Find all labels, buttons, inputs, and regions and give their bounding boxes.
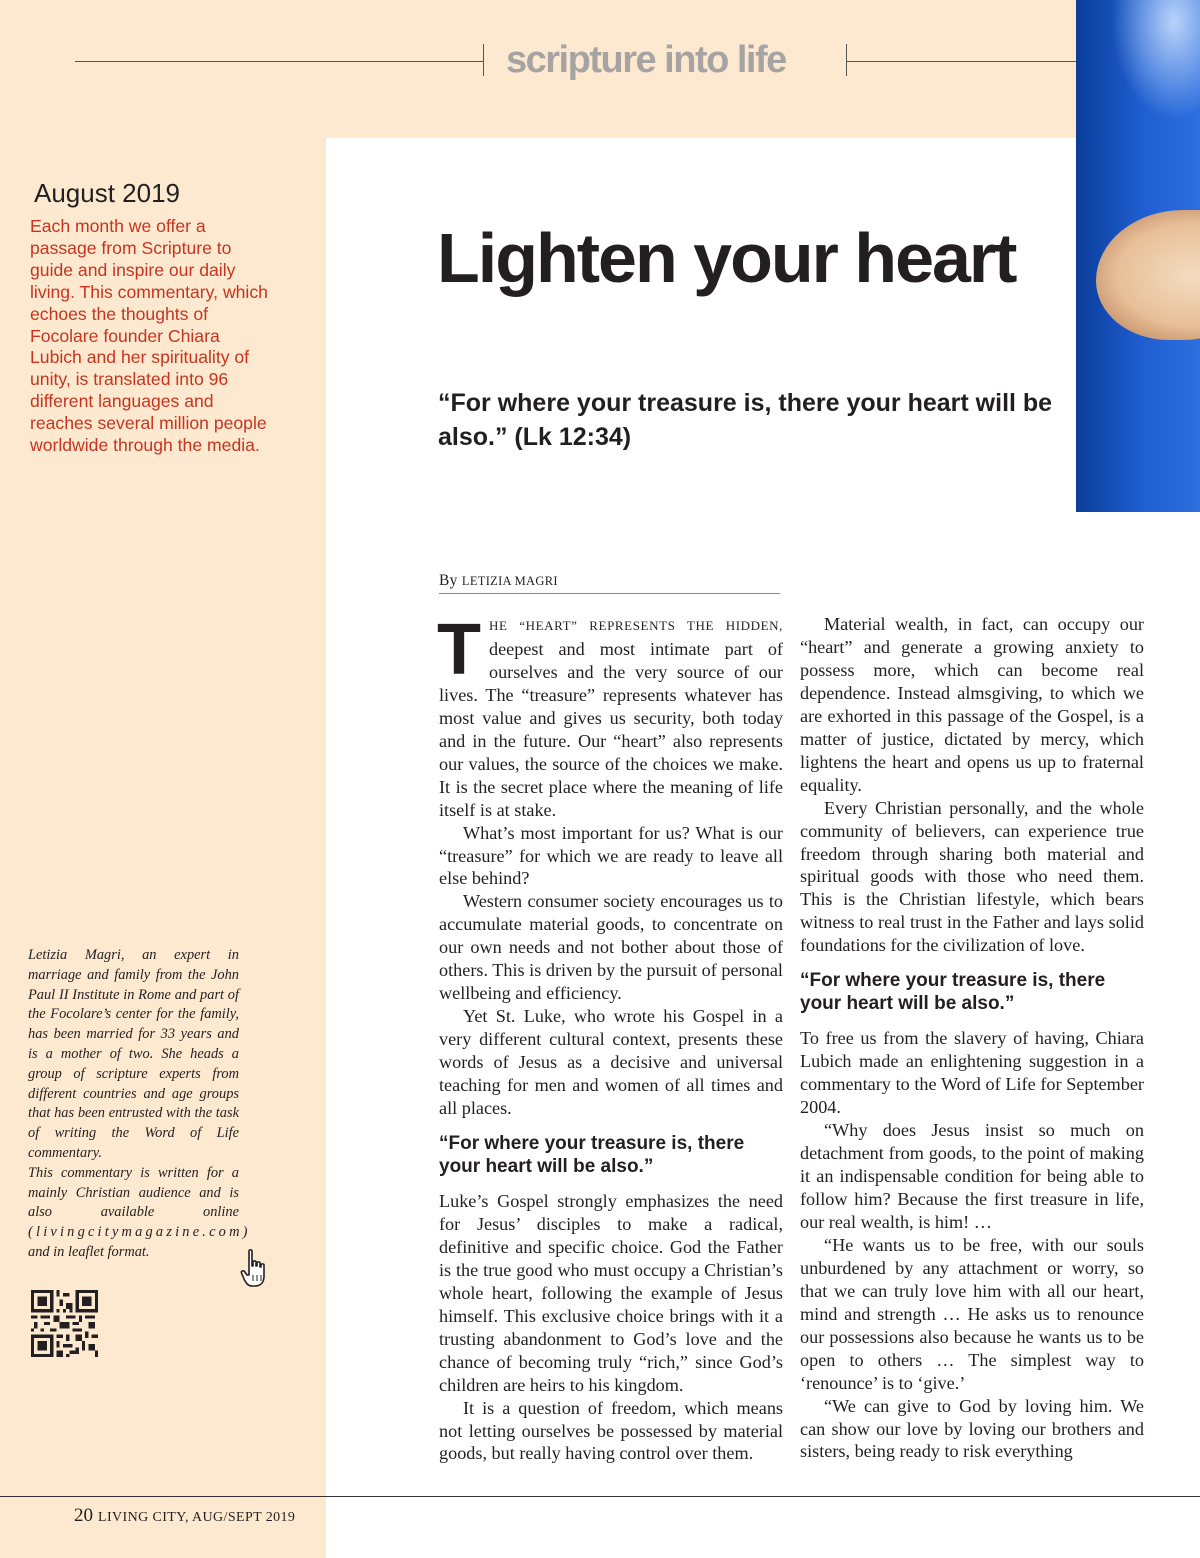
paragraph: “He wants us to be free, with our souls unburdened by any attachment or worry, so that we can truly love him with all our heart, mind and strength … He asks us to renounce our possessions also because he wants us to be open to others … The simplest way to ‘renounce’ is to ‘give.’	[800, 1234, 1144, 1393]
paragraph: Yet St. Luke, who wrote his Gospel in a very different cultural context, presents these words of Jesus as a decisive and universal teaching for men and women of all times and all places.	[439, 1006, 783, 1119]
hand-pointer-icon	[240, 1248, 272, 1290]
page-footer	[74, 1504, 295, 1530]
section-title: scripture into life	[506, 39, 786, 81]
body-column-1	[437, 610, 783, 1465]
header-rule-left	[75, 61, 483, 62]
paragraph: What’s most important for us? What is our “treasure” for which we are ready to leave all else behind?	[439, 822, 783, 889]
paragraph: Western consumer society encourages us to accumulate material goods, to concentrate on our own needs and not bother about those of others. This is driven by the pursuit of personal wellbeing and efficiency.	[439, 891, 783, 1004]
publication-name: LIVING CITY, AUG/SEPT 2019	[98, 1510, 296, 1525]
hands-photo	[1076, 0, 1200, 512]
body-column-2	[800, 613, 1144, 1463]
paragraph: Material wealth, in fact, can occupy our “heart” and generate a growing anxiety to possess more, which can become real dependence. Instead almsgiving, to which we are exhorted in this passage of the Gospel, is a matter of justice, dictated by mercy, which lightens the heart and opens us up to fraternal equality.	[800, 614, 1144, 795]
header-divider-left	[483, 44, 484, 76]
availability-note	[28, 1164, 251, 1263]
author-name: LETIZIA MAGRI	[461, 574, 558, 588]
lead-in: HE “HEART” REPRESENTS THE HIDDEN,	[488, 618, 783, 633]
leaflet-note: and in leaflet format.	[28, 1243, 150, 1260]
drop-cap: T	[437, 610, 481, 690]
series-intro: Each month we offer a passage from Scripture to guide and inspire our daily living. This commentary, which echoes the thoughts of Focolare founder Chiara Lubich and her spirituality of unity, is translated into 96 different languages and reaches several million people worldwide through the media.	[30, 216, 268, 456]
byline-rule	[439, 593, 780, 594]
subheading: “For where your treasure is, there your heart will be also.”	[800, 970, 1106, 1015]
paragraph: “Why does Jesus insist so much on detachment from goods, to the point of making it an indispensable condition for being able to follow him? Because the first treasure in life, our real wealth, is him! …	[800, 1120, 1144, 1232]
subheading: “For where your treasure is, there your heart will be also.”	[439, 1132, 745, 1177]
paragraph: Luke’s Gospel strongly emphasizes the need for Jesus’ disciples to make a radical, definitive and specific choice. God the Father is the true good who must occupy a Christian’s whole heart, following the example of Jesus himself. This exclusive choice brings with it a trusting abandonment to God’s love and the chance of becoming truly “rich,” since God’s children are heirs to his kingdom.	[439, 1190, 783, 1395]
photo-light	[1111, 0, 1200, 120]
article-title: Lighten your heart	[437, 219, 1016, 297]
availability-note-text: This commentary is written for a mainly Christian audience and is also available online	[28, 1164, 239, 1221]
paragraph: To free us from the slavery of having, Chiara Lubich made an enlightening suggestion in a commentary to the Word of Life for September 2004.	[800, 1028, 1144, 1118]
paragraph: “We can give to God by loving him. We can show our love by loving our brothers and sisters, being ready to risk everything	[800, 1395, 1144, 1462]
issue-month: August 2019	[34, 178, 181, 208]
author-bio	[28, 946, 251, 1263]
paragraph: It is a question of freedom, which means not letting ourselves be possessed by material goods, but really having control over them.	[439, 1397, 783, 1464]
header-rule-right	[846, 61, 1076, 62]
photo-hand	[1096, 210, 1200, 340]
lead-paragraph	[437, 610, 783, 822]
footer-rule	[0, 1496, 1200, 1497]
website-link[interactable]: (livingcitymagazine.com)	[28, 1224, 251, 1241]
lead-paragraph-text: deepest and most intimate part of ourselves and the very source of our lives. The “treasure” represents whatever has most value and gives us security, both today and in the future. Our “heart” also represents our values, the source of the choices we make. It is the secret place where the meaning of life itself is at stake.	[439, 638, 783, 820]
header-divider-right	[846, 44, 847, 76]
byline-prefix: By	[439, 572, 458, 589]
qr-code-icon	[31, 1290, 98, 1357]
author-bio-text: Letizia Magri, an expert in marriage and family from the John Paul II Institute in Rome and part of the Focolare’s center for the family, has been married for 33 years and is a mother of two. She heads a group of scripture experts from different countries and age groups that has been entrusted with the task of writing the Word of Life commentary.	[28, 947, 239, 1161]
byline	[439, 570, 558, 592]
paragraph: Every Christian personally, and the whole community of believers, can experience true freedom through sharing both material and spiritual goods with those who need them. This is the Christian lifestyle, which bears witness to real trust in the Father and lays solid foundations for the civilization of love.	[800, 797, 1144, 956]
page-number: 20	[74, 1505, 93, 1526]
scripture-quote: “For where your treasure is, there your heart will be also.” (Lk 12:34)	[438, 389, 1053, 451]
